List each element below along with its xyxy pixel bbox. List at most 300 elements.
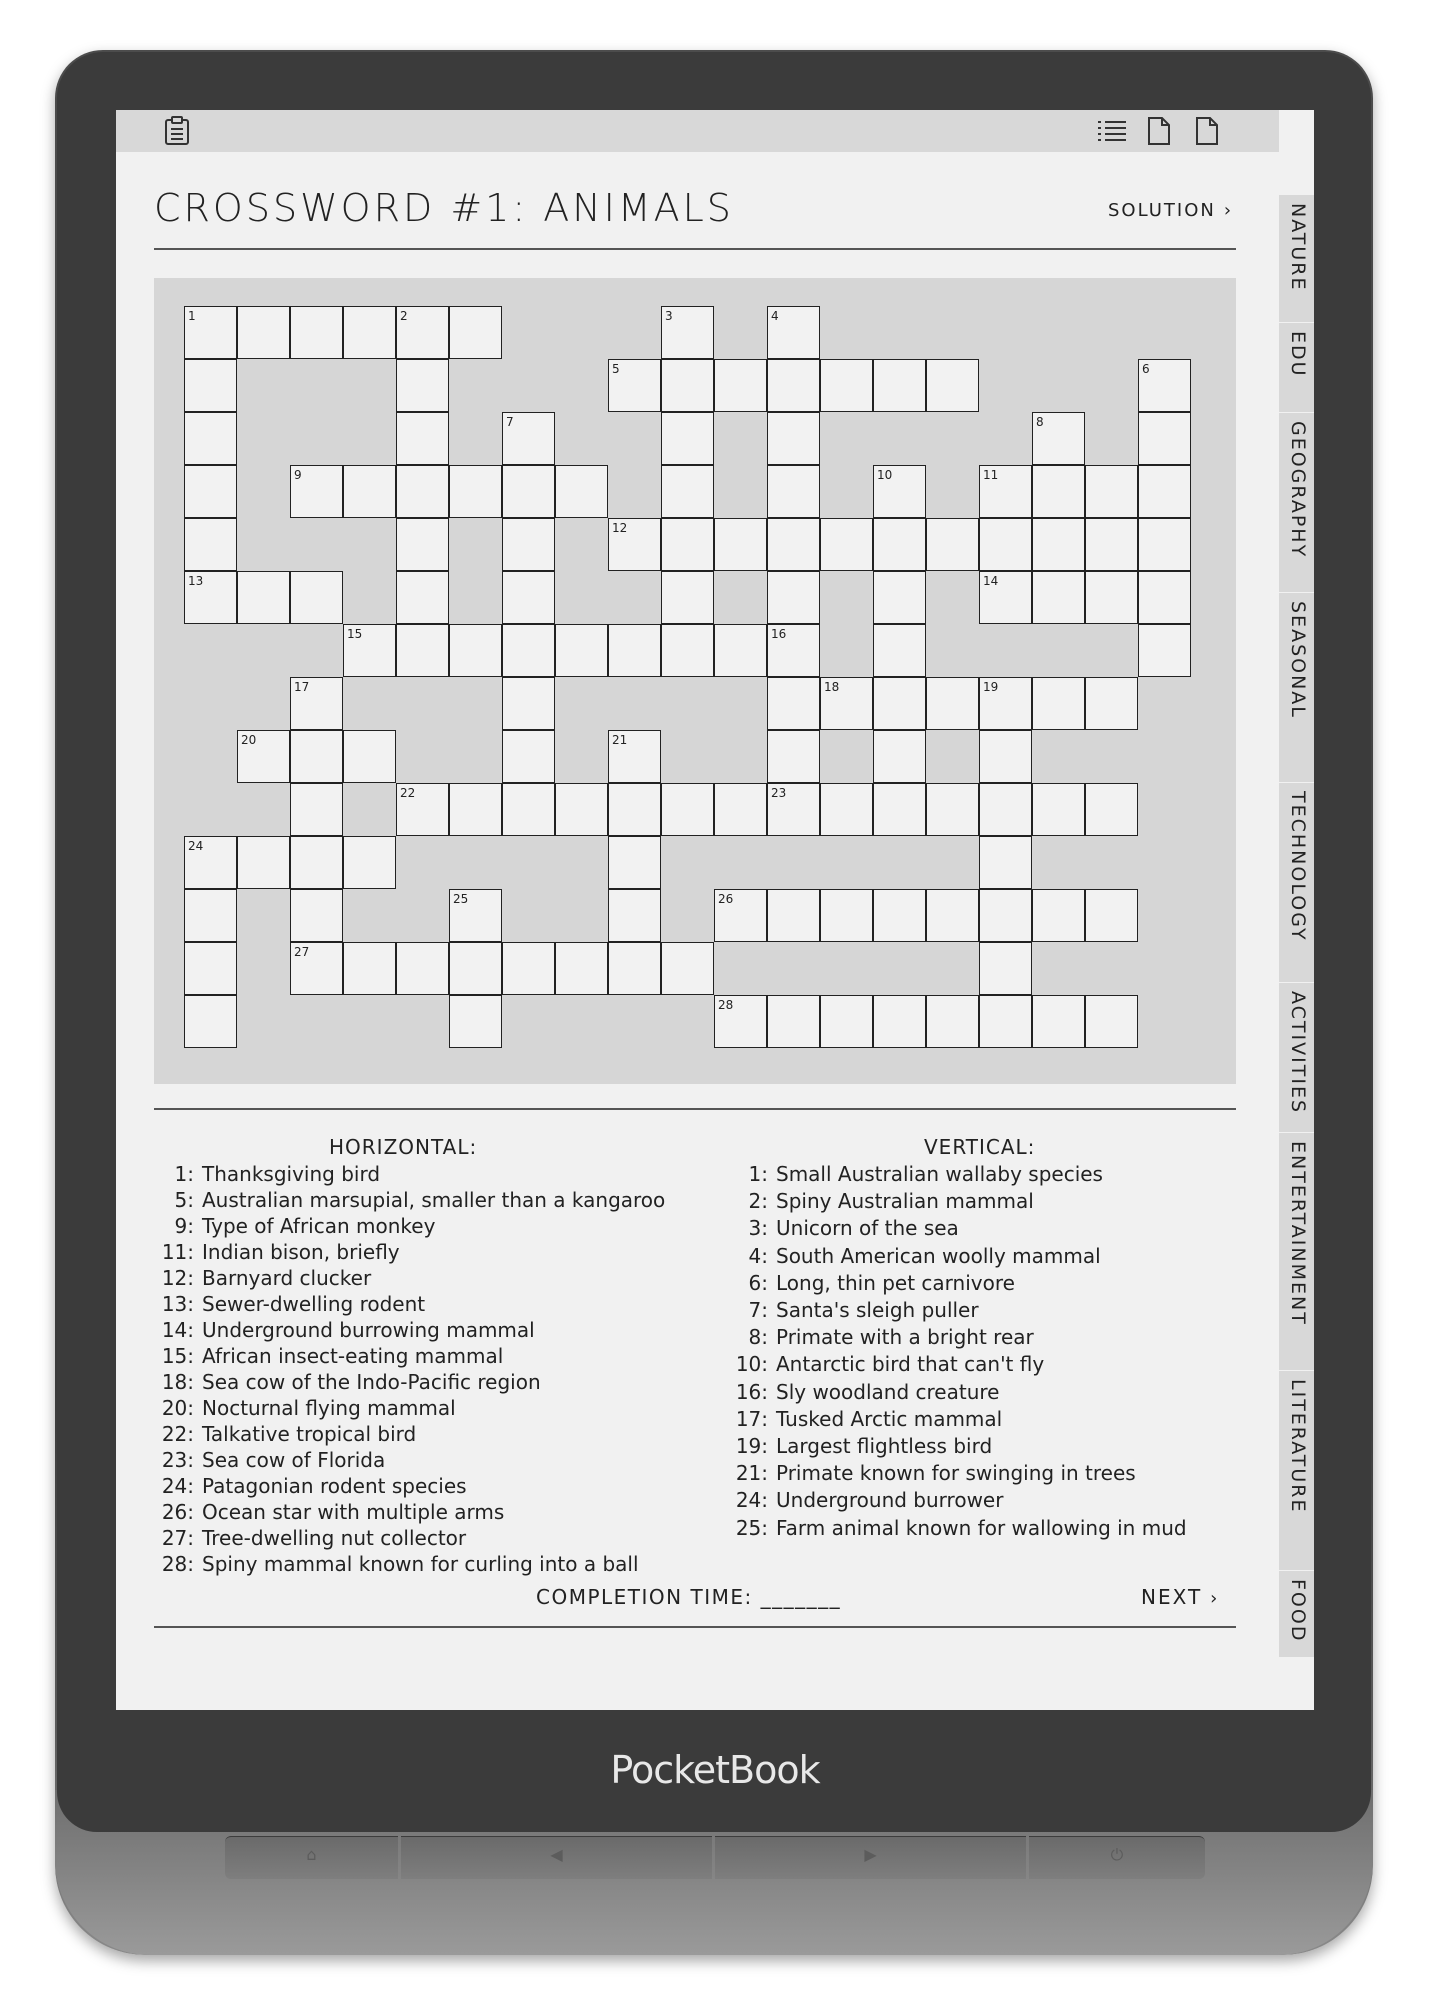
clue-number: 10 (877, 468, 893, 482)
clue-item-number: 1: (174, 1162, 194, 1186)
crossword-cell[interactable] (873, 518, 926, 571)
crossword-cell[interactable] (926, 995, 979, 1048)
solution-link[interactable] (1108, 200, 1233, 221)
clue-number: 28 (718, 998, 734, 1012)
clue-item-text: Small Australian wallaby species (776, 1162, 1103, 1186)
crossword-cell[interactable] (661, 412, 714, 465)
crossword-cell[interactable] (608, 518, 661, 571)
clue-item (730, 1298, 979, 1322)
clue-item (156, 1552, 639, 1576)
page-title: CROSSWORD #1: ANIMALS (154, 186, 734, 230)
crossword-cell[interactable] (820, 677, 873, 730)
crossword-cell[interactable] (449, 995, 502, 1048)
crossword-cell[interactable] (290, 465, 343, 518)
crossword-cell[interactable] (1032, 783, 1085, 836)
clue-item-number: 21: (735, 1461, 768, 1486)
crossword-cell[interactable] (1085, 571, 1138, 624)
crossword-cell[interactable] (926, 359, 979, 412)
clue-item (156, 1162, 380, 1186)
crossword-cell[interactable] (979, 730, 1032, 783)
clue-item (730, 1271, 1015, 1295)
clue-item-text: Primate known for swinging in trees (776, 1461, 1136, 1486)
completion-time: COMPLETION TIME: _______ (536, 1585, 842, 1609)
clue-number: 22 (400, 786, 416, 800)
sidebar-tab[interactable] (1279, 1133, 1314, 1371)
sidebar-tab[interactable] (1279, 593, 1314, 783)
clue-item-text: Tusked Arctic mammal (776, 1406, 1003, 1431)
crossword-cell[interactable] (608, 730, 661, 783)
clue-item-text: African insect-eating mammal (202, 1344, 504, 1368)
crossword-cell[interactable] (608, 783, 661, 836)
crossword-cell[interactable] (608, 836, 661, 889)
clue-item (730, 1407, 1002, 1431)
crossword-cell[interactable] (714, 995, 767, 1048)
crossword-cell[interactable] (873, 730, 926, 783)
crossword-cell[interactable] (979, 571, 1032, 624)
clue-item-text: Indian bison, briefly (202, 1240, 400, 1264)
crossword-cell[interactable] (979, 836, 1032, 889)
clue-number: 9 (294, 468, 302, 482)
crossword-cell[interactable] (184, 889, 237, 942)
clue-number: 17 (294, 680, 310, 694)
crossword-cell[interactable] (1032, 571, 1085, 624)
crossword-cell[interactable] (873, 624, 926, 677)
crossword-cell[interactable] (449, 306, 502, 359)
crossword-cell[interactable] (502, 677, 555, 730)
clue-item (156, 1396, 456, 1420)
crossword-cell[interactable] (1138, 359, 1191, 412)
crossword-cell[interactable] (290, 677, 343, 730)
crossword-cell[interactable] (184, 412, 237, 465)
clue-number: 23 (771, 786, 787, 800)
clue-item-text: Type of African monkey (202, 1214, 436, 1238)
clue-item-text: Ocean star with multiple arms (202, 1500, 505, 1524)
crossword-cell[interactable] (979, 677, 1032, 730)
clue-item-text: Sea cow of Florida (202, 1448, 386, 1472)
crossword-cell[interactable] (396, 942, 449, 995)
clue-item-number: 23: (161, 1448, 194, 1472)
next-link[interactable] (1141, 1585, 1219, 1609)
crossword-cell[interactable] (555, 465, 608, 518)
clue-number: 4 (771, 309, 779, 323)
crossword-cell[interactable] (502, 412, 555, 465)
crossword-cell[interactable] (396, 624, 449, 677)
clue-item-number: 2: (748, 1189, 768, 1214)
clue-item (156, 1370, 541, 1394)
crossword-cell[interactable] (184, 465, 237, 518)
crossword-cell[interactable] (873, 571, 926, 624)
sidebar-tab-label: FOOD (1287, 1579, 1309, 1643)
clue-number: 13 (188, 574, 204, 588)
crossword-cell[interactable] (1085, 518, 1138, 571)
crossword-cell[interactable] (767, 412, 820, 465)
clue-item (730, 1162, 1103, 1186)
crossword-cell[interactable] (979, 995, 1032, 1048)
sidebar-tab[interactable] (1279, 1571, 1314, 1658)
clue-item-text: Thanksgiving bird (202, 1162, 381, 1186)
sidebar-tab-label: EDU (1287, 331, 1309, 378)
clue-item-number: 6: (748, 1270, 768, 1295)
crossword-cell[interactable] (767, 889, 820, 942)
clue-item (730, 1516, 1187, 1540)
crossword-cell[interactable] (1085, 465, 1138, 518)
clue-item (156, 1422, 416, 1446)
crossword-cell[interactable] (661, 359, 714, 412)
clue-item (730, 1216, 959, 1240)
crossword-cell[interactable] (1085, 995, 1138, 1048)
crossword-cell[interactable] (290, 942, 343, 995)
crossword-cell[interactable] (873, 783, 926, 836)
clue-number: 27 (294, 945, 310, 959)
crossword-cell[interactable] (237, 306, 290, 359)
clue-item-text: Sewer-dwelling rodent (202, 1292, 426, 1316)
crossword-cell[interactable] (343, 730, 396, 783)
clue-item-number: 5: (174, 1188, 194, 1212)
crossword-cell[interactable] (184, 836, 237, 889)
crossword-cell[interactable] (873, 889, 926, 942)
crossword-cell[interactable] (767, 995, 820, 1048)
clue-item (730, 1325, 1034, 1349)
clue-number: 2 (400, 309, 408, 323)
clue-number: 7 (506, 415, 514, 429)
crossword-cell[interactable] (979, 889, 1032, 942)
crossword-cell[interactable] (979, 465, 1032, 518)
clue-item-number: 17: (735, 1406, 768, 1431)
clue-number: 11 (983, 468, 999, 482)
category-sidebar (1279, 195, 1314, 1658)
clue-item (156, 1266, 371, 1290)
crossword-cell[interactable] (714, 518, 767, 571)
sidebar-tab[interactable] (1279, 195, 1314, 323)
sidebar-tab[interactable] (1279, 413, 1314, 593)
crossword-cell[interactable] (343, 306, 396, 359)
crossword-cell[interactable] (449, 783, 502, 836)
crossword-cell[interactable] (184, 306, 237, 359)
crossword-cell[interactable] (1032, 677, 1085, 730)
sidebar-tab[interactable] (1279, 983, 1314, 1133)
crossword-cell[interactable] (396, 783, 449, 836)
chevron-right-icon: › (1210, 1588, 1220, 1609)
clue-number: 26 (718, 892, 734, 906)
crossword-cell[interactable] (555, 942, 608, 995)
crossword-cell[interactable] (396, 412, 449, 465)
crossword-cell[interactable] (926, 889, 979, 942)
power-button[interactable] (1029, 1836, 1205, 1879)
crossword-cell[interactable] (1032, 518, 1085, 571)
crossword-cell[interactable] (661, 942, 714, 995)
clue-number: 21 (612, 733, 628, 747)
crossword-cell[interactable] (608, 942, 661, 995)
clue-item (156, 1526, 466, 1550)
crossword-cell[interactable] (926, 783, 979, 836)
crossword-cell[interactable] (767, 518, 820, 571)
clue-item-number: 13: (161, 1292, 194, 1316)
clue-item-number: 26: (161, 1500, 194, 1524)
clue-item-text: Spiny mammal known for curling into a ball (202, 1552, 639, 1576)
clue-item-text: Underground burrowing mammal (202, 1318, 535, 1342)
clue-item (730, 1461, 1136, 1485)
clue-item-number: 10: (735, 1352, 768, 1377)
clue-item-number: 9: (174, 1214, 194, 1238)
crossword-cell[interactable] (820, 518, 873, 571)
crossword-cell[interactable] (1085, 889, 1138, 942)
clue-item-text: Santa's sleigh puller (776, 1298, 979, 1322)
crossword-cell[interactable] (926, 518, 979, 571)
crossword-cell[interactable] (237, 836, 290, 889)
clue-item-number: 22: (161, 1422, 194, 1446)
crossword-cell[interactable] (1032, 412, 1085, 465)
crossword-cell[interactable] (290, 783, 343, 836)
crossword-cell[interactable] (608, 359, 661, 412)
crossword-cell[interactable] (449, 624, 502, 677)
crossword-cell[interactable] (661, 783, 714, 836)
crossword-cell[interactable] (661, 306, 714, 359)
clue-item-number: 12: (161, 1266, 194, 1290)
clue-item-number: 25: (735, 1515, 768, 1540)
home-icon: ⌂ (306, 1845, 317, 1864)
clue-item-number: 11: (161, 1240, 194, 1264)
crossword-grid (154, 278, 1236, 1084)
crossword-cell[interactable] (555, 624, 608, 677)
clue-item-text: Spiny Australian mammal (776, 1189, 1034, 1214)
clue-item (730, 1352, 1044, 1376)
crossword-cell[interactable] (1085, 783, 1138, 836)
crossword-cell[interactable] (449, 889, 502, 942)
crossword-cell[interactable] (343, 836, 396, 889)
next-label: NEXT (1141, 1585, 1203, 1609)
crossword-cell[interactable] (343, 465, 396, 518)
crossword-cell[interactable] (343, 942, 396, 995)
clue-item-number: 18: (161, 1370, 194, 1394)
power-icon: ⏻ (1110, 1845, 1124, 1864)
clue-number: 5 (612, 362, 620, 376)
clue-item-text: Sly woodland creature (776, 1379, 1000, 1404)
crossword-cell[interactable] (714, 624, 767, 677)
crossword-cell[interactable] (502, 571, 555, 624)
clue-item-text: Farm animal known for wallowing in mud (776, 1515, 1187, 1540)
crossword-cell[interactable] (979, 942, 1032, 995)
grid-divider (154, 1108, 1236, 1110)
page-icon[interactable] (1194, 116, 1220, 146)
crossword-cell[interactable] (1138, 465, 1191, 518)
crossword-cell[interactable] (502, 465, 555, 518)
clue-item (730, 1244, 1101, 1268)
crossword-cell[interactable] (502, 730, 555, 783)
crossword-cell[interactable] (184, 995, 237, 1048)
crossword-cell[interactable] (873, 677, 926, 730)
crossword-cell[interactable] (343, 624, 396, 677)
clue-number: 25 (453, 892, 469, 906)
sidebar-tab[interactable] (1279, 1371, 1314, 1571)
clue-number: 16 (771, 627, 787, 641)
crossword-cell[interactable] (290, 836, 343, 889)
header-divider (154, 248, 1236, 250)
crossword-cell[interactable] (767, 624, 820, 677)
crossword-cell[interactable] (502, 942, 555, 995)
crossword-cell[interactable] (661, 465, 714, 518)
crossword-cell[interactable] (396, 465, 449, 518)
crossword-cell[interactable] (555, 783, 608, 836)
sidebar-tab-label: NATURE (1287, 203, 1309, 292)
clue-item (156, 1448, 385, 1472)
crossword-cell[interactable] (290, 306, 343, 359)
crossword-cell[interactable] (767, 306, 820, 359)
crossword-cell[interactable] (820, 889, 873, 942)
crossword-cell[interactable] (714, 889, 767, 942)
clue-item (730, 1488, 1003, 1512)
crossword-cell[interactable] (767, 783, 820, 836)
prev-icon: ◀ (550, 1845, 563, 1864)
crossword-cell[interactable] (184, 518, 237, 571)
crossword-cell[interactable] (396, 571, 449, 624)
crossword-cell[interactable] (290, 571, 343, 624)
crossword-cell[interactable] (714, 359, 767, 412)
footer-divider (154, 1626, 1236, 1628)
clue-number: 14 (983, 574, 999, 588)
sidebar-tab-label: ACTIVITIES (1287, 991, 1309, 1115)
crossword-cell[interactable] (184, 571, 237, 624)
crossword-cell[interactable] (767, 571, 820, 624)
clue-item (156, 1188, 665, 1212)
horizontal-heading: HORIZONTAL: (329, 1135, 478, 1159)
clue-item (156, 1214, 435, 1238)
crossword-cell[interactable] (237, 571, 290, 624)
crossword-cell[interactable] (1138, 412, 1191, 465)
clue-item-text: Underground burrower (776, 1488, 1004, 1513)
brand-logo: PocketBook (610, 1748, 820, 1792)
clue-number: 19 (983, 680, 999, 694)
crossword-cell[interactable] (608, 624, 661, 677)
clue-item-text: Largest flightless bird (776, 1434, 993, 1458)
crossword-cell[interactable] (1138, 571, 1191, 624)
crossword-cell[interactable] (290, 889, 343, 942)
crossword-cell[interactable] (767, 359, 820, 412)
clue-item-text: Tree-dwelling nut collector (202, 1526, 467, 1550)
crossword-cell[interactable] (237, 730, 290, 783)
crossword-cell[interactable] (820, 995, 873, 1048)
crossword-cell[interactable] (661, 518, 714, 571)
crossword-cell[interactable] (396, 518, 449, 571)
prev-page-button[interactable] (401, 1836, 712, 1879)
clue-number: 3 (665, 309, 673, 323)
clue-number: 24 (188, 839, 204, 853)
clipboard-icon[interactable] (164, 116, 190, 146)
top-toolbar (116, 110, 1279, 152)
crossword-cell[interactable] (449, 465, 502, 518)
clue-item-text: Australian marsupial, smaller than a kangaroo (202, 1188, 666, 1212)
crossword-cell[interactable] (979, 783, 1032, 836)
sidebar-tab-label: GEOGRAPHY (1287, 421, 1309, 559)
clue-item-number: 24: (735, 1488, 768, 1513)
crossword-cell[interactable] (396, 359, 449, 412)
crossword-cell[interactable] (184, 942, 237, 995)
sidebar-tab[interactable] (1279, 323, 1314, 413)
crossword-cell[interactable] (290, 730, 343, 783)
clue-item (156, 1318, 535, 1342)
clue-number: 6 (1142, 362, 1150, 376)
crossword-cell[interactable] (608, 889, 661, 942)
clue-item (156, 1474, 467, 1498)
crossword-cell[interactable] (873, 995, 926, 1048)
next-page-button[interactable] (715, 1836, 1026, 1879)
sidebar-tab-label: LITERATURE (1287, 1379, 1309, 1514)
crossword-cell[interactable] (1032, 465, 1085, 518)
clue-item-number: 16: (735, 1379, 768, 1404)
crossword-cell[interactable] (661, 624, 714, 677)
crossword-cell[interactable] (820, 359, 873, 412)
crossword-cell[interactable] (184, 359, 237, 412)
clue-item-text: Antarctic bird that can't fly (776, 1352, 1045, 1377)
clue-item (730, 1434, 992, 1458)
clue-item-number: 3: (748, 1216, 768, 1241)
clue-item-text: Patagonian rodent species (202, 1474, 467, 1498)
clue-item-text: Barnyard clucker (202, 1266, 372, 1290)
crossword-cell[interactable] (926, 677, 979, 730)
crossword-cell[interactable] (1085, 677, 1138, 730)
crossword-cell[interactable] (767, 677, 820, 730)
clue-number: 15 (347, 627, 363, 641)
crossword-cell[interactable] (1138, 624, 1191, 677)
crossword-cell[interactable] (714, 783, 767, 836)
crossword-cell[interactable] (502, 624, 555, 677)
clue-item-text: Unicorn of the sea (776, 1216, 959, 1241)
clue-item (730, 1189, 1034, 1213)
crossword-cell[interactable] (502, 783, 555, 836)
crossword-cell[interactable] (767, 465, 820, 518)
clue-item-number: 14: (161, 1318, 194, 1342)
clue-item (156, 1344, 503, 1368)
crossword-cell[interactable] (873, 359, 926, 412)
clue-item (156, 1240, 400, 1264)
clue-item-number: 7: (748, 1298, 768, 1322)
crossword-cell[interactable] (820, 783, 873, 836)
clue-item-number: 28: (161, 1552, 194, 1576)
crossword-cell[interactable] (767, 730, 820, 783)
crossword-cell[interactable] (1138, 518, 1191, 571)
crossword-cell[interactable] (449, 942, 502, 995)
vertical-heading: VERTICAL: (924, 1135, 1036, 1159)
sidebar-tab[interactable] (1279, 783, 1314, 983)
clue-item-number: 8: (748, 1325, 768, 1350)
crossword-cell[interactable] (661, 571, 714, 624)
crossword-cell[interactable] (1032, 889, 1085, 942)
crossword-cell[interactable] (1032, 995, 1085, 1048)
crossword-cell[interactable] (873, 465, 926, 518)
clue-number: 1 (188, 309, 196, 323)
clue-item-number: 1: (748, 1162, 768, 1186)
clue-number: 8 (1036, 415, 1044, 429)
screen (116, 110, 1314, 1710)
clue-item-number: 20: (161, 1396, 194, 1420)
crossword-cell[interactable] (396, 306, 449, 359)
clue-item-text: Nocturnal flying mammal (202, 1396, 456, 1420)
page-icon[interactable] (1146, 116, 1172, 146)
chevron-right-icon: › (1223, 200, 1234, 221)
list-icon[interactable] (1096, 116, 1128, 146)
clue-item-number: 24: (161, 1474, 194, 1498)
clue-item-text: Primate with a bright rear (776, 1325, 1034, 1350)
crossword-cell[interactable] (502, 518, 555, 571)
clue-item (730, 1380, 999, 1404)
solution-label: SOLUTION (1108, 200, 1216, 221)
sidebar-tab-label: SEASONAL (1287, 601, 1309, 719)
clue-item-number: 19: (735, 1434, 768, 1458)
clue-number: 18 (824, 680, 840, 694)
sidebar-tab-label: TECHNOLOGY (1287, 791, 1309, 942)
home-button[interactable] (225, 1836, 398, 1879)
crossword-cell[interactable] (979, 518, 1032, 571)
clue-item-text: Sea cow of the Indo-Pacific region (202, 1370, 541, 1394)
